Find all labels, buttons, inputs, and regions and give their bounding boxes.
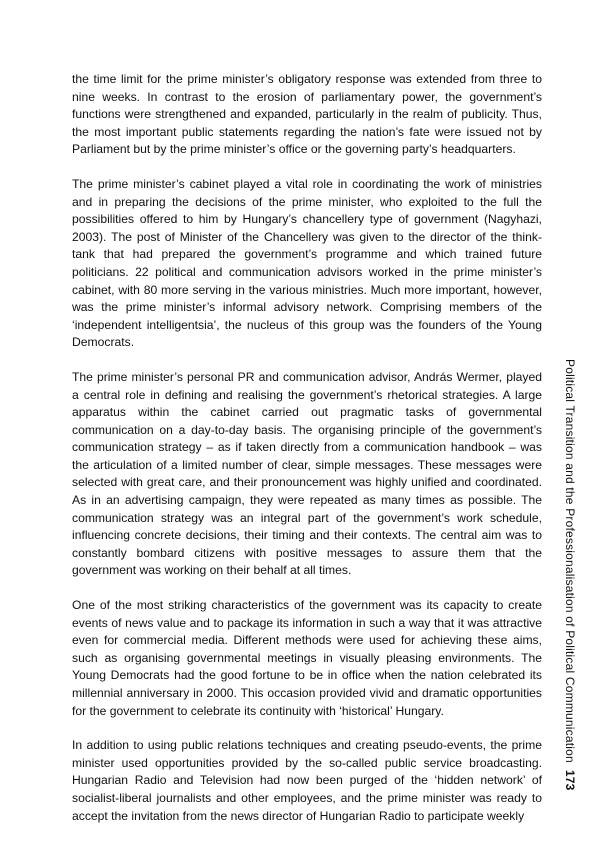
running-head-text — [560, 359, 580, 791]
paragraph-2: The prime minister’s cabinet played a vital role in coordinating the work of ministries and in preparing the decisions of the prime minister, who exploited to the full the possibilities offered to him by Hungary’s chancellery type of government (Nagyhazi, 2003). The post of Minister of the Chancellery was given to the director of the think-tank that had prepared the government’s programme and which trained future politicians. 22 political and communication advisors worked in the prime minister’s cabinet, with 80 more serving in the various ministries. Much more important, however, was the prime minister’s informal advisory network. Comprising members of the ‘independent intelligentsia’, the nucleus of this group was the founders of the Young Democrats. — [72, 176, 542, 350]
paragraph-3: The prime minister’s personal PR and communication advisor, András Wermer, played a central role in defining and realising the government’s rhetorical strategies. A large apparatus within the cabinet carried out pragmatic tasks of governmental communication on a day-to-day basis. The organising principle of the government’s communication strategy – as if taken directly from a communication handbook – was the articulation of a limited number of clear, simple messages. These messages were selected with great care, and their pronouncement was highly unified and coordinated. As in an advertising campaign, they were repeated as many times as possible. The communication strategy was an integral part of the government’s work schedule, influencing concrete decisions, their timing and their contexts. The central aim was to constantly bombard citizens with positive messages to assure them that the government was working on their behalf at all times. — [72, 369, 542, 578]
page-number: 173 — [563, 769, 577, 791]
paragraph-4: One of the most striking characteristics of the government was its capacity to create events of news value and to package its information in such a way that it was attractive even for commercial media. Different methods were used for achieving these aims, such as organising governmental meetings in visually pleasing environments. The Young Democrats had the good fortune to be in office when the nation celebrated its millennial anniversary in 2000. This occasion provided vivid and dramatic opportunities for the government to celebrate its continuity with ‘historical’ Hungary. — [72, 598, 542, 718]
page-body — [72, 71, 542, 842]
paragraph-1: the time limit for the prime minister’s obligatory response was extended from three to nine weeks. In contrast to the erosion of parliamentary power, the government’s functions were strengthened and expanded, particularly in the realm of publicity. Thus, the most important public statements regarding the nation’s fate were issued not by Parliament but by the prime minister’s office or the governing party’s headquarters. — [72, 72, 542, 157]
running-head — [560, 359, 580, 791]
paragraph-5: In addition to using public relations techniques and creating pseudo-events, the prime minister used opportunities provided by the so-called public service broadcasting. Hungarian Radio and Television had now been purged of the ‘hidden network’ of socialist-liberal journalists and other employees, and the prime minister was ready to accept the invitation from the news director of Hungarian Radio to participate weekly — [72, 738, 542, 823]
running-head-title: Political Transition and the Professionalisation of Political Communication — [563, 359, 577, 763]
